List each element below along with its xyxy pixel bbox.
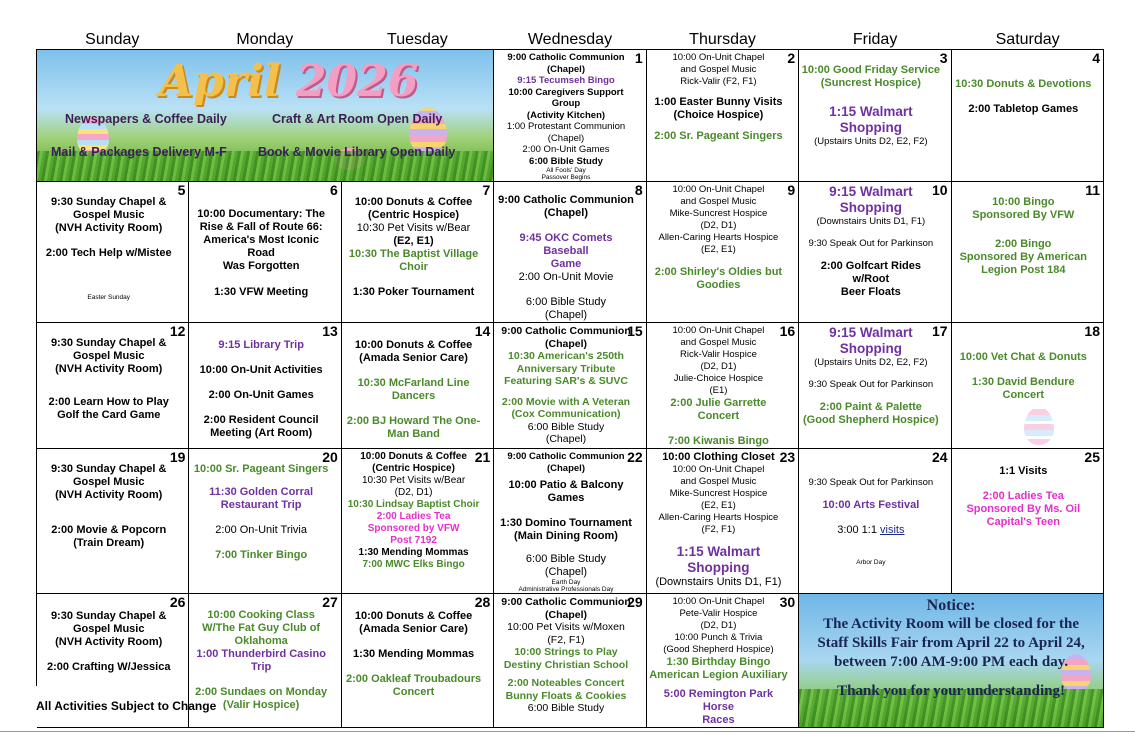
event: Concert — [392, 686, 435, 698]
day-number: 15 — [627, 323, 643, 339]
banner-mail: Mail & Packages Delivery M-F — [51, 145, 227, 159]
month-title — [159, 56, 418, 108]
event: 2:00 Resident Council — [203, 414, 319, 426]
event: (Main Dining Room) — [514, 530, 618, 542]
day-cell-5[interactable] — [37, 182, 189, 323]
event: (D2, D1) — [394, 487, 433, 498]
day-cell-22[interactable] — [494, 449, 646, 594]
event: Concert — [1002, 389, 1045, 401]
day-number: 5 — [177, 182, 186, 198]
holiday-note: Arbor Day — [856, 559, 886, 566]
event: (NVH Activity Room) — [55, 363, 163, 375]
event: 1:1 Visits — [999, 465, 1048, 477]
event: 9:30 Speak Out for Parkinson — [808, 477, 934, 488]
day-number: 9 — [787, 182, 796, 198]
weekday-thursday: Thursday — [689, 31, 756, 48]
event: 10:00 Sr. Pageant Singers — [193, 463, 329, 475]
event: 10:00 Donuts & Coffee — [360, 451, 467, 462]
event: Rick-Valir Hospice — [679, 349, 757, 360]
event: Man Band — [387, 428, 440, 440]
event: Restaurant Trip — [220, 499, 302, 511]
day-number: 13 — [322, 323, 338, 339]
day-number: 23 — [779, 449, 796, 465]
notice-text — [799, 596, 1103, 701]
event: 10:30 Pet Visits w/Bear — [356, 222, 471, 234]
event: 9:30 Sunday Chapel & — [50, 610, 167, 622]
event: 10:00 Pet Visits w/Moxen — [507, 621, 625, 633]
event: 9:00 Catholic Communion — [498, 194, 634, 206]
event: (E1) — [709, 385, 728, 396]
event: 10:00 Strings to Play — [514, 646, 618, 658]
event: (F2, F1) — [547, 633, 585, 646]
event: 2:00 Ladies Tea — [376, 511, 451, 522]
event: 2:00 On-Unit Trivia — [215, 524, 307, 536]
event: 5:00 Remington Park Horse — [663, 688, 774, 713]
event: Pete-Valir Hospice — [679, 608, 758, 619]
event: 2:00 Sr. Pageant Singers — [654, 130, 783, 142]
day-cell-8[interactable] — [494, 182, 646, 323]
event: 9:30 Sunday Chapel & — [50, 196, 167, 208]
event: Mike-Suncrest Hospice — [669, 488, 768, 499]
event: 2:00 Learn How to Play — [48, 396, 169, 408]
day-number: 10 — [931, 182, 948, 198]
event: (Amada Senior Care) — [359, 352, 468, 364]
event: 10:00 Patio & Balcony — [508, 479, 624, 491]
day-cell-24[interactable] — [799, 449, 951, 594]
easter-egg-icon — [1024, 407, 1054, 445]
weekday-friday: Friday — [852, 31, 898, 48]
event: 2:00 Tabletop Games — [968, 103, 1079, 115]
day-number: 11 — [1085, 182, 1100, 198]
event: 1:15 Walmart Shopping — [676, 544, 761, 575]
notice-line: Staff Skills Fair from April 22 to April 24, — [817, 635, 1085, 651]
event: 2:00 Shirley's Oldies but — [654, 266, 783, 278]
event: (Chapel) — [544, 608, 587, 621]
event: (Chapel) — [546, 463, 585, 474]
event: Choir — [399, 261, 428, 273]
event: 9:30 Speak Out for Parkinson — [808, 238, 934, 249]
event: 2:00 Movie & Popcorn — [51, 524, 167, 536]
event: and Gospel Music — [680, 196, 757, 207]
event: (Cox Communication) — [511, 408, 621, 420]
notice-thanks: Thank you for your understanding! — [837, 683, 1065, 699]
event: 10:30 The Baptist Village — [348, 248, 479, 260]
event: (Centric Hospice) — [372, 463, 455, 474]
event: Gospel Music — [72, 623, 145, 635]
event: 2:00 Noteables Concert — [507, 677, 625, 689]
month-banner — [37, 50, 494, 182]
event: 9:00 Catholic Communion — [507, 52, 625, 63]
event: 10:30 Pet Visits w/Bear — [361, 475, 466, 486]
event: (Downstairs Units D1, F1) — [816, 216, 926, 227]
event: (Amada Senior Care) — [359, 623, 468, 635]
day-cell-18[interactable] — [952, 323, 1104, 449]
event: American Legion Auxiliary — [649, 669, 788, 681]
event: 10:00 Donuts & Coffee — [354, 196, 473, 208]
event: 1:15 Walmart Shopping — [829, 104, 913, 135]
event: 10:00 Cooking Class — [207, 609, 315, 621]
day-number: 22 — [627, 449, 643, 465]
event: Trip — [251, 661, 272, 673]
event: Capital's Teen — [986, 516, 1060, 528]
event: 10:00 Donuts & Coffee — [354, 610, 473, 622]
event: Sponsored By Ms. Oil — [966, 503, 1081, 515]
event: 10:30 McFarland Line — [357, 377, 470, 389]
day-cell-30[interactable] — [647, 594, 799, 728]
event: and Gospel Music — [680, 337, 757, 348]
event: 10:00 On-Unit Chapel — [672, 52, 765, 63]
banner-craft-room: Craft & Art Room Open Daily — [272, 112, 443, 126]
event: 9:00 Catholic Communion — [501, 596, 631, 608]
holiday-note: All Fools' Day — [546, 167, 586, 174]
event-link[interactable]: visits — [880, 524, 905, 536]
day-number: 30 — [779, 594, 796, 610]
event: 2:00 On-Unit Games — [522, 144, 610, 155]
event: 10:30 Lindsay Baptist Choir — [347, 499, 480, 510]
event: 2:00 Sundaes on Monday — [195, 686, 328, 698]
event: 7:00 MWC Elks Bingo — [362, 559, 465, 570]
event: Oklahoma — [234, 635, 288, 647]
event: Anniversary Tribute — [516, 362, 616, 375]
event: 1:30 Mending Mommas — [353, 648, 475, 660]
day-cell-23[interactable] — [647, 449, 799, 594]
event-time: 3:00 1:1 — [837, 524, 881, 536]
event: 9:15 Library Trip — [218, 339, 304, 351]
day-number: 26 — [169, 594, 186, 610]
event: Allen-Caring Hearts Hospice — [658, 232, 779, 243]
month-name: April — [159, 56, 281, 107]
day-number: 20 — [322, 449, 338, 465]
event: 10:00 Vet Chat & Donuts — [959, 351, 1087, 363]
day-cell-29[interactable] — [494, 594, 646, 728]
event: Group — [551, 98, 581, 109]
divider — [0, 731, 1135, 732]
day-cell-14[interactable] — [342, 323, 494, 449]
day-number: 24 — [931, 449, 948, 465]
event: (E2, E1) — [393, 235, 434, 247]
event: 10:00 On-Unit Chapel — [672, 184, 765, 195]
notice-title: Notice: — [926, 597, 976, 614]
event: 1:30 VFW Meeting — [214, 286, 309, 298]
event: (D2, D1) — [700, 620, 737, 631]
event: Allen-Caring Hearts Hospice — [658, 512, 779, 523]
event: 1:00 Easter Bunny Visits — [654, 96, 783, 108]
event: (Activity Kitchen) — [526, 109, 606, 121]
day-number: 4 — [1092, 50, 1100, 66]
event: (Choice Hospice) — [673, 109, 764, 121]
day-cell-28[interactable] — [342, 594, 494, 728]
notice-line: between 7:00 AM-9:00 PM each day. — [834, 654, 1069, 670]
event: 10:00 Good Friday Service — [801, 64, 940, 76]
event: 10:00 On-Unit Chapel — [672, 596, 765, 607]
event: (Train Dream) — [73, 537, 145, 549]
day-number: 19 — [169, 449, 186, 465]
event: Dancers — [391, 390, 436, 402]
weekday-wednesday: Wednesday — [527, 31, 613, 48]
event: 11:30 Golden Corral — [209, 486, 314, 498]
event: (NVH Activity Room) — [55, 636, 163, 648]
event: 9:30 Speak Out for Parkinson — [808, 379, 934, 390]
event: 1:30 David Bendure — [971, 376, 1075, 388]
event: Gospel Music — [72, 209, 145, 221]
event: 10:00 Caregivers Support — [508, 86, 624, 98]
day-cell-21[interactable] — [342, 449, 494, 594]
day-cell-15[interactable] — [494, 323, 646, 449]
event: America's Most Iconic Road — [203, 234, 319, 259]
event: 9:30 Sunday Chapel & — [50, 337, 167, 349]
event: (Good Shepherd Hospice) — [663, 644, 774, 655]
event: (F2, F1) — [701, 524, 736, 535]
holiday-note: Earth Day — [551, 579, 581, 586]
holiday-note: Easter Sunday — [87, 294, 131, 301]
event: 6:00 Bible Study — [527, 420, 605, 433]
event: 2:00 On-Unit Movie — [518, 271, 614, 283]
event: 9:15 Tecumseh Bingo — [517, 75, 615, 86]
event: Sponsored By American — [959, 251, 1087, 263]
event: 10:30 Donuts & Devotions — [955, 78, 1092, 90]
event: Gospel Music — [72, 476, 145, 488]
event: (Chapel) — [544, 566, 588, 578]
event: 6:00 Bible Study — [527, 702, 605, 714]
day-cell-13[interactable] — [189, 323, 341, 449]
day-cell-3[interactable] — [799, 50, 951, 182]
day-number: 29 — [627, 594, 643, 610]
event: 10:00 On-Unit Chapel — [672, 464, 765, 475]
event: Rise & Fall of Route 66: — [199, 221, 323, 233]
event: Meeting (Art Room) — [210, 427, 313, 439]
day-cell-12[interactable] — [37, 323, 189, 449]
event: Was Forgotten — [222, 260, 300, 272]
event: 9:45 OKC Comets Baseball — [519, 232, 613, 257]
closure-notice — [799, 594, 1104, 728]
weekday-sunday: Sunday — [85, 31, 140, 48]
event: (Upstairs Units D2, E2, F2) — [814, 357, 928, 368]
day-number: 18 — [1084, 323, 1100, 339]
event: 9:15 Walmart Shopping — [829, 184, 913, 215]
event: (Suncrest Hospice) — [820, 77, 921, 89]
event: (Centric Hospice) — [368, 209, 460, 221]
event: and Gospel Music — [680, 64, 757, 75]
event: Post 7192 — [390, 535, 437, 546]
event: 2:00 Golfcart Rides w/Root — [820, 260, 921, 285]
event: 7:00 Kiwanis Bingo — [667, 435, 769, 447]
day-number: 7 — [482, 182, 491, 198]
event: Gospel Music — [72, 350, 145, 362]
day-number: 8 — [634, 182, 643, 198]
event: (Chapel) — [546, 63, 585, 75]
day-number: 2 — [787, 50, 796, 66]
day-number: 12 — [169, 323, 186, 339]
event: 9:00 Catholic Communion — [501, 325, 631, 337]
event: Featuring SAR's & SUVC — [504, 375, 628, 387]
day-cell-6[interactable] — [189, 182, 341, 323]
day-number: 28 — [474, 594, 491, 610]
event: and Gospel Music — [680, 476, 757, 487]
day-number: 27 — [322, 594, 338, 610]
event: 6:00 Bible Study — [525, 553, 607, 565]
event: 10:00 Documentary: The — [197, 208, 326, 220]
event: Beer Floats — [840, 286, 901, 298]
event: (Chapel) — [545, 433, 587, 445]
event: 2:00 Crafting W/Jessica — [46, 661, 171, 673]
day-number: 6 — [330, 182, 338, 198]
day-cell-16[interactable] — [647, 323, 799, 449]
event: Goodies — [696, 279, 741, 291]
event: Sponsored by VFW — [367, 523, 460, 534]
event: 2:00 On-Unit Games — [208, 389, 314, 401]
event: (D2, D1) — [700, 220, 737, 231]
event: 2:00 BJ Howard The One- — [346, 415, 481, 427]
day-cell-19[interactable] — [37, 449, 189, 594]
day-number: 3 — [939, 50, 948, 66]
event: Julie-Choice Hospice — [673, 373, 764, 384]
event — [801, 524, 940, 537]
event: (D2, D1) — [700, 361, 737, 372]
event: Rick-Valir (F2, F1) — [680, 76, 757, 87]
event: 1:30 Domino Tournament — [500, 517, 632, 529]
event: 1:30 Mending Mommas — [358, 547, 469, 558]
event: 10:00 Donuts & Coffee — [354, 339, 473, 351]
event: (Chapel) — [547, 132, 585, 144]
event: 10:00 Arts Festival — [822, 499, 920, 511]
day-cell-2[interactable] — [647, 50, 799, 182]
event: 6:00 Bible Study — [529, 155, 603, 167]
event: 1:30 Poker Tournament — [352, 286, 475, 298]
event: 2:00 Tech Help w/Mistee — [45, 247, 172, 259]
notice-line: The Activity Room will be closed for the — [823, 616, 1080, 632]
year-number: 2026 — [295, 56, 419, 107]
event: Sponsored By VFW — [972, 209, 1075, 221]
event: W/The Fat Guy Club of — [202, 622, 321, 634]
weekday-saturday: Saturday — [995, 31, 1060, 48]
event: 2:00 Paint & Palette — [819, 401, 922, 413]
day-cell-10[interactable] — [799, 182, 951, 323]
day-cell-1[interactable] — [494, 50, 646, 182]
event: 6:00 Bible Study — [525, 296, 607, 308]
event: (Valir Hospice) — [222, 699, 300, 711]
day-number: 21 — [474, 449, 491, 465]
day-cell-7[interactable] — [342, 182, 494, 323]
event: (E2, E1) — [700, 244, 736, 255]
holiday-note: Administrative Professionals Day — [518, 586, 614, 593]
event: 7:00 Tinker Bingo — [215, 549, 308, 561]
event: (NVH Activity Room) — [55, 222, 163, 234]
day-cell-9[interactable] — [647, 182, 799, 323]
event: Golf the Card Game — [57, 409, 161, 421]
event: 2:00 Bingo — [995, 238, 1052, 250]
event: 10:00 Punch & Trivia — [674, 632, 763, 643]
day-number: 16 — [779, 323, 796, 339]
holiday-note: Passover Begins — [541, 174, 591, 181]
event: 1:00 Protestant Communion — [506, 121, 626, 132]
day-cell-20[interactable] — [189, 449, 341, 594]
event: 2:00 Movie with A Veteran — [501, 395, 631, 408]
event: Legion Post 184 — [981, 264, 1066, 276]
event: 9:15 Walmart Shopping — [829, 325, 913, 356]
event: 10:00 Clothing Closet — [662, 451, 775, 463]
day-cell-4[interactable] — [952, 50, 1104, 182]
day-number: 17 — [931, 323, 948, 339]
event: (Chapel) — [544, 337, 587, 350]
footer-disclaimer: All Activities Subject to Change — [36, 699, 217, 713]
event: Mike-Suncrest Hospice — [669, 208, 768, 219]
weekday-monday: Monday — [236, 31, 294, 48]
event: (Downstairs Units D1, F1) — [655, 576, 782, 588]
event: 10:00 Bingo — [992, 196, 1055, 208]
event: 9:00 Catholic Communion — [507, 451, 625, 462]
event: 2:00 Oakleaf Troubadours — [346, 673, 482, 685]
day-number: 14 — [474, 323, 491, 339]
event: 10:00 On-Unit Chapel — [672, 325, 765, 336]
day-cell-25[interactable] — [952, 449, 1104, 594]
event: Game — [550, 258, 582, 270]
event: (E2, E1) — [700, 500, 736, 511]
banner-library: Book & Movie Library Open Daily — [258, 145, 456, 159]
event: Races — [702, 714, 735, 726]
event: Destiny Christian School — [503, 658, 629, 671]
event: 9:30 Sunday Chapel & — [50, 463, 167, 475]
weekday-tuesday: Tuesday — [387, 31, 448, 48]
day-cell-17[interactable] — [799, 323, 951, 449]
event: 10:30 American's 250th — [508, 350, 624, 362]
day-number: 1 — [634, 50, 643, 66]
event: Games — [547, 492, 585, 504]
event: (NVH Activity Room) — [55, 489, 163, 501]
event: 2:00 Ladies Tea — [982, 490, 1064, 502]
event: (Chapel) — [544, 309, 588, 321]
event: 10:00 On-Unit Activities — [199, 364, 323, 376]
weekday-header — [36, 30, 1104, 49]
event: Bunny Floats & Cookies — [505, 689, 627, 702]
event: (Chapel) — [543, 207, 588, 219]
day-number: 25 — [1084, 449, 1100, 465]
event: 1:30 Birthday Bingo — [666, 656, 771, 668]
event: (Good Shepherd Hospice) — [803, 414, 939, 426]
event: 1:00 Thunderbird Casino — [196, 648, 326, 660]
day-cell-11[interactable] — [952, 182, 1104, 323]
event: 2:00 Julie Garrette Concert — [670, 397, 767, 422]
event: (Upstairs Units D2, E2, F2) — [814, 136, 928, 147]
banner-newspapers: Newspapers & Coffee Daily — [65, 112, 227, 126]
